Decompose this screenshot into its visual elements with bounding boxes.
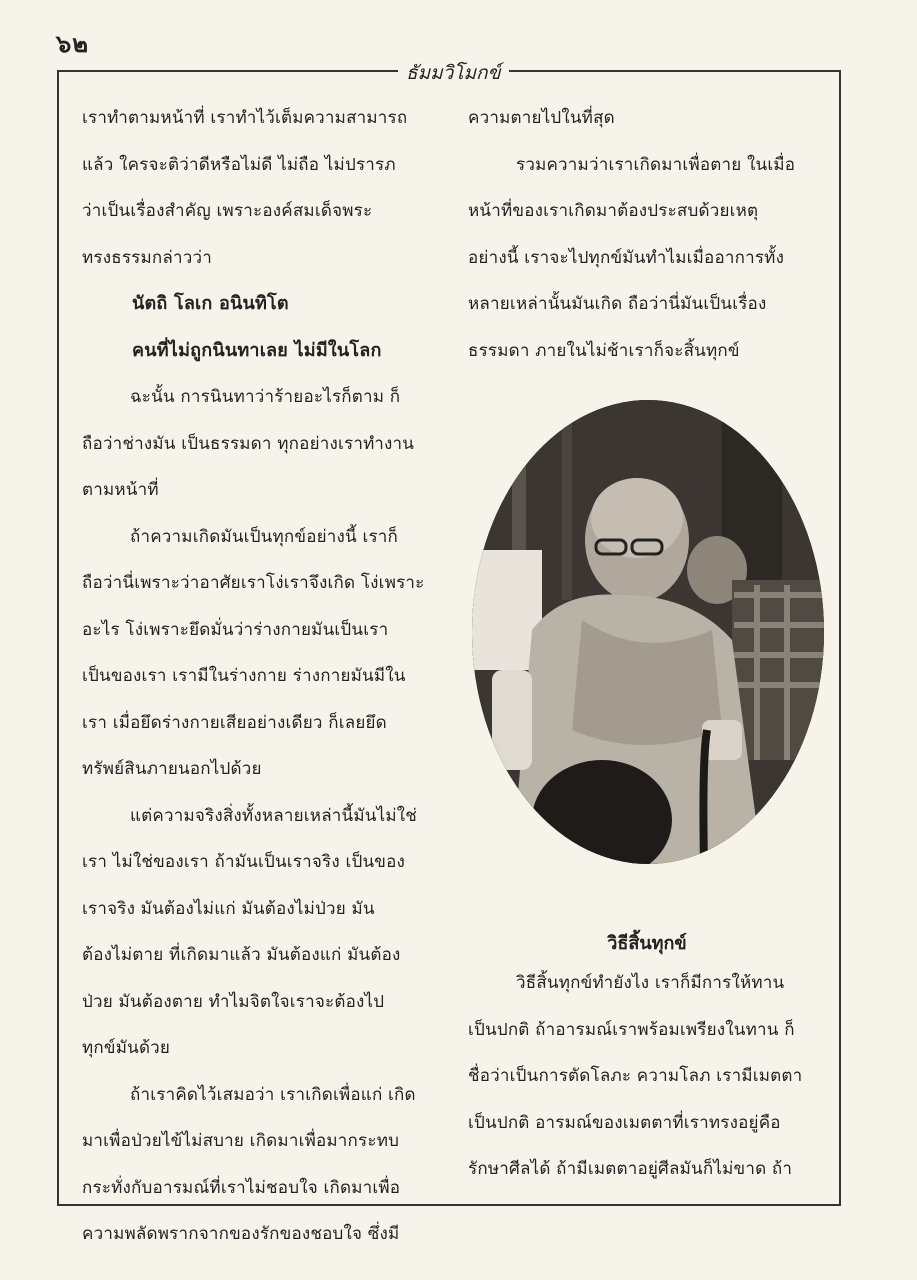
running-header: ธัมมวิโมกข์ <box>398 58 509 88</box>
text-line: อย่างนี้ เราจะไปทุกข์มันทำไมเมื่ออาการทั้ง <box>468 247 785 268</box>
verse-translation: คนที่ไม่ถูกนินทาเลย ไม่มีในโลก <box>132 339 382 361</box>
text-line: ตามหน้าที่ <box>82 480 159 500</box>
text-line: ทรงธรรมกล่าวว่า <box>82 247 212 268</box>
text-line: เรา ไม่ใช่ของเรา ถ้ามันเป็นเราจริง เป็นของ <box>82 852 406 872</box>
text-line: หน้าที่ของเราเกิดมาต้องประสบด้วยเหตุ <box>468 201 759 221</box>
text-line: วิธีสิ้นทุกข์ทำยังไง เราก็มีการให้ทาน <box>516 973 785 993</box>
text-line: ถือว่าช่างมัน เป็นธรรมดา ทุกอย่างเราทำงาน <box>82 433 415 454</box>
text-line: เราจริง มันต้องไม่แก่ มันต้องไม่ป่วย มัน <box>82 898 375 919</box>
text-line: แต่ความจริงสิ่งทั้งหลายเหล่านี้มันไม่ใช่ <box>130 805 417 826</box>
text-line: ต้องไม่ตาย ที่เกิดมาแล้ว มันต้องแก่ มันต้อง <box>82 945 401 965</box>
text-line: รักษาศีลได้ ถ้ามีเมตตาอยู่ศีลมันก็ไม่ขาด ถ้า <box>468 1159 793 1179</box>
monk-photo <box>472 400 824 864</box>
text-line: ว่าเป็นเรื่องสำคัญ เพราะองค์สมเด็จพระ <box>82 201 373 221</box>
text-line: อะไร โง่เพราะยึดมั่นว่าร่างกายมันเป็นเรา <box>82 619 389 640</box>
text-line: เป็นปกติ อารมณ์ของเมตตาที่เราทรงอยู่คือ <box>468 1112 781 1133</box>
right-column-top <box>468 95 826 374</box>
text-line: ฉะนั้น การนินทาว่าร้ายอะไรก็ตาม ก็ <box>130 387 401 407</box>
text-line: ถ้าความเกิดมันเป็นทุกข์อย่างนี้ เราก็ <box>130 526 399 547</box>
text-line: ทุกข์มันด้วย <box>82 1038 171 1058</box>
verse-pali: นัตถิ โลเก อนินทิโต <box>132 293 289 314</box>
left-column <box>82 95 440 1258</box>
text-line: กระทั่งกับอารมณ์ที่เราไม่ชอบใจ เกิดมาเพื่อ <box>82 1177 401 1198</box>
right-column-bottom <box>468 960 826 1193</box>
text-line: ความพลัดพรากจากของรักของชอบใจ ซึ่งมี <box>82 1224 400 1244</box>
text-line: เป็นของเรา เรามีในร่างกาย ร่างกายมันมีใน <box>82 666 406 686</box>
text-line: เราทำตามหน้าที่ เราทำไว้เต็มความสามารถ <box>82 108 408 128</box>
text-line: มาเพื่อป่วยไข้ไม่สบาย เกิดมาเพื่อมากระทบ <box>82 1131 400 1151</box>
text-line: ธรรมดา ภายในไม่ช้าเราก็จะสิ้นทุกข์ <box>468 340 740 361</box>
text-line: เรา เมื่อยึดร่างกายเสียอย่างเดียว ก็เลยยึด <box>82 712 387 733</box>
text-line: หลายเหล่านั้นมันเกิด ถือว่านี่มันเป็นเรื่อง <box>468 294 767 314</box>
text-line: ความตายไปในที่สุด <box>468 108 615 128</box>
text-line: ป่วย มันต้องตาย ทำไมจิตใจเราจะต้องไป <box>82 991 385 1012</box>
text-line: แล้ว ใครจะติว่าดีหรือไม่ดี ไม่ถือ ไม่ปรารภ <box>82 154 396 175</box>
text-line: ถือว่านี่เพราะว่าอาศัยเราโง่เราจึงเกิด โง่เพราะ <box>82 573 425 593</box>
text-line: ชื่อว่าเป็นการตัดโลภะ ความโลภ เรามีเมตตา <box>468 1066 803 1086</box>
page-number: ๖๒ <box>56 30 90 58</box>
text-line: ถ้าเราคิดไว้เสมอว่า เราเกิดเพื่อแก่ เกิด <box>130 1084 416 1105</box>
text-line: รวมความว่าเราเกิดมาเพื่อตาย ในเมื่อ <box>516 154 796 175</box>
text-line: เป็นปกติ ถ้าอารมณ์เราพร้อมเพรียงในทาน ก็ <box>468 1019 795 1040</box>
section-heading: วิธีสิ้นทุกข์ <box>607 933 687 954</box>
text-line: ทรัพย์สินภายนอกไปด้วย <box>82 759 262 779</box>
